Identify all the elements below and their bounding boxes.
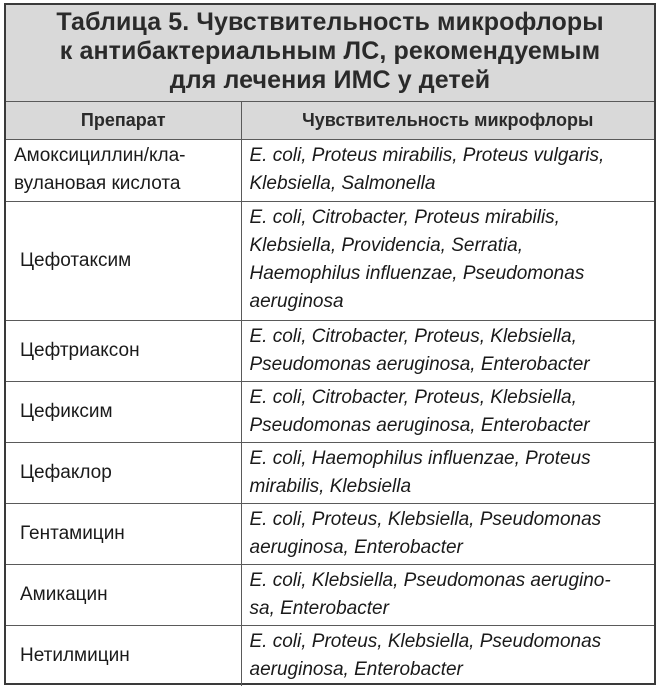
table-row <box>6 381 654 442</box>
drug-cell <box>6 503 241 564</box>
drug-name-line: Цефаклор <box>20 461 112 483</box>
microflora-line: E. coli, Haemophilus influenzae, Proteus <box>249 447 591 469</box>
microflora-line: E. coli, Citrobacter, Proteus, Klebsiella, <box>249 386 577 408</box>
microflora-line: Klebsiella, Salmonella <box>249 172 436 194</box>
microflora-cell <box>241 139 654 201</box>
drug-cell <box>6 564 241 625</box>
microflora-line: E. coli, Klebsiella, Pseudomonas aerugino- <box>249 569 611 591</box>
drug-cell <box>6 625 241 686</box>
table-row <box>6 625 654 686</box>
drug-cell <box>6 381 241 442</box>
table-row <box>6 139 654 201</box>
table-row <box>6 442 654 503</box>
microflora-line: E. coli, Citrobacter, Proteus, Klebsiella, <box>249 325 577 347</box>
table-row <box>6 503 654 564</box>
drug-name-line: Гентамицин <box>20 522 125 544</box>
microflora-line: E. coli, Proteus mirabilis, Proteus vulgaris, <box>249 144 605 166</box>
microflora-line: mirabilis, Klebsiella <box>249 475 412 497</box>
microflora-line: Pseudomonas aeruginosa, Enterobacter <box>249 353 590 375</box>
drug-cell <box>6 320 241 381</box>
header-drug: Препарат <box>6 102 241 139</box>
microflora-line: sa, Enterobacter <box>249 597 389 619</box>
drug-cell <box>6 442 241 503</box>
microflora-line: Pseudomonas aeruginosa, Enterobacter <box>249 414 590 436</box>
microflora-cell <box>241 564 654 625</box>
table-row <box>6 564 654 625</box>
microflora-cell <box>241 442 654 503</box>
title-line-1: Таблица 5. Чувствительность микрофлоры <box>56 8 604 36</box>
drug-name-line: вулановая кислота <box>14 173 181 194</box>
table-title <box>6 5 654 102</box>
microflora-line: aeruginosa, Enterobacter <box>249 536 463 558</box>
drug-name-line: Амоксициллин/кла- <box>14 145 186 166</box>
microflora-line: E. coli, Proteus, Klebsiella, Pseudomonas <box>249 630 602 652</box>
microflora-line: aeruginosa <box>249 290 344 312</box>
microflora-cell <box>241 625 654 686</box>
drug-name-line: Амикацин <box>20 583 108 605</box>
title-line-2: к антибактериальным ЛС, рекомендуемым <box>59 37 601 65</box>
title-line-3: для лечения ИМС у детей <box>169 66 491 94</box>
drug-cell <box>6 139 241 201</box>
microflora-line: Haemophilus influenzae, Pseudomonas <box>249 262 585 284</box>
table-row <box>6 320 654 381</box>
microflora-cell <box>241 201 654 320</box>
table-5-container <box>4 3 656 685</box>
header-microflora-sensitivity: Чувствительность микрофлоры <box>241 102 654 139</box>
microflora-line: E. coli, Citrobacter, Proteus mirabilis, <box>249 206 560 228</box>
microflora-line: Klebsiella, Providencia, Serratia, <box>249 234 524 256</box>
microflora-line: aeruginosa, Enterobacter <box>249 658 463 680</box>
drug-name-line: Нетилмицин <box>20 644 130 666</box>
drug-name-line: Цефтриаксон <box>20 339 140 361</box>
table-header-row <box>6 102 654 139</box>
microflora-cell <box>241 503 654 564</box>
drug-name-line: Цефотаксим <box>20 249 132 271</box>
microflora-line: E. coli, Proteus, Klebsiella, Pseudomonas <box>249 508 602 530</box>
microflora-cell <box>241 320 654 381</box>
drug-cell <box>6 201 241 320</box>
table-row <box>6 201 654 320</box>
drug-name-line: Цефиксим <box>20 400 113 422</box>
sensitivity-table <box>6 102 654 686</box>
microflora-cell <box>241 381 654 442</box>
